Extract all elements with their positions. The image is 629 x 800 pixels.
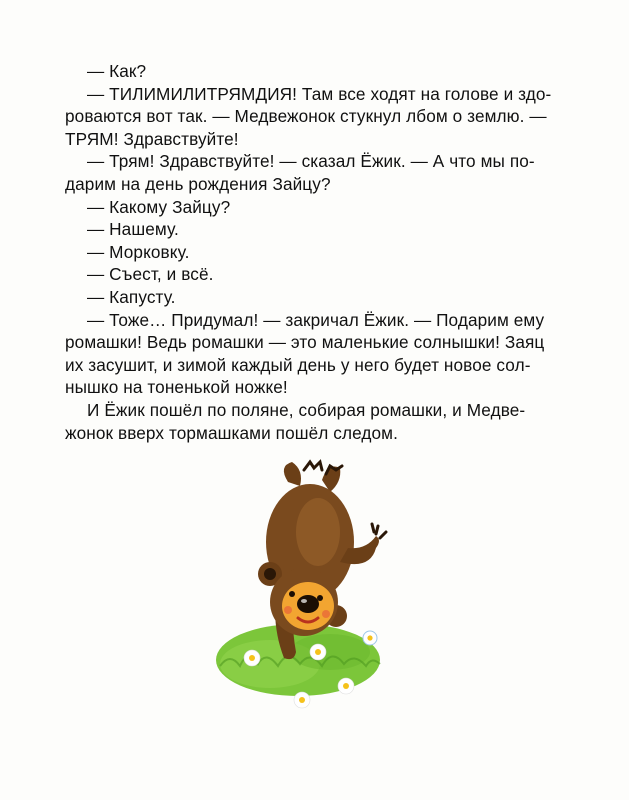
- story-line: — Съест, и всё.: [87, 264, 214, 285]
- story-line: И Ёжик пошёл по поляне, собирая ромашки, и Медве-: [87, 399, 526, 420]
- bear-cub: [258, 462, 386, 659]
- story-line: — Тоже… Придумал! — закричал Ёжик. — Подарим ему: [87, 309, 545, 330]
- story-line: — Капусту.: [87, 286, 176, 307]
- story-line: роваются вот так. — Медвежонок стукнул лбом о землю. —: [65, 106, 547, 127]
- story-line: — Трям! Здравствуйте! — сказал Ёжик. — А что мы по-: [87, 151, 535, 172]
- story-line: — ТИЛИМИЛИТРЯМДИЯ! Там все ходят на голове и здо-: [87, 83, 552, 104]
- story-line: нышко на тоненькой ножке!: [65, 377, 288, 398]
- story-line: — Какому Зайцу?: [87, 196, 231, 217]
- story-line: — Морковку.: [87, 241, 190, 262]
- story-text: [65, 60, 592, 444]
- story-line: ТРЯМ! Здравствуйте!: [65, 128, 239, 149]
- story-line: — Нашему.: [87, 219, 179, 240]
- story-line: ромашки! Ведь ромашки — это маленькие солнышки! Заяц: [65, 332, 545, 353]
- story-line: — Как?: [87, 61, 147, 81]
- story-line: жонок вверх тормашками пошёл следом.: [65, 422, 398, 443]
- story-line: дарим на день рождения Зайцу?: [65, 173, 331, 194]
- story-line: их засушит, и зимой каждый день у него будет новое сол-: [65, 354, 531, 375]
- bear-cub-illustration: [200, 452, 400, 732]
